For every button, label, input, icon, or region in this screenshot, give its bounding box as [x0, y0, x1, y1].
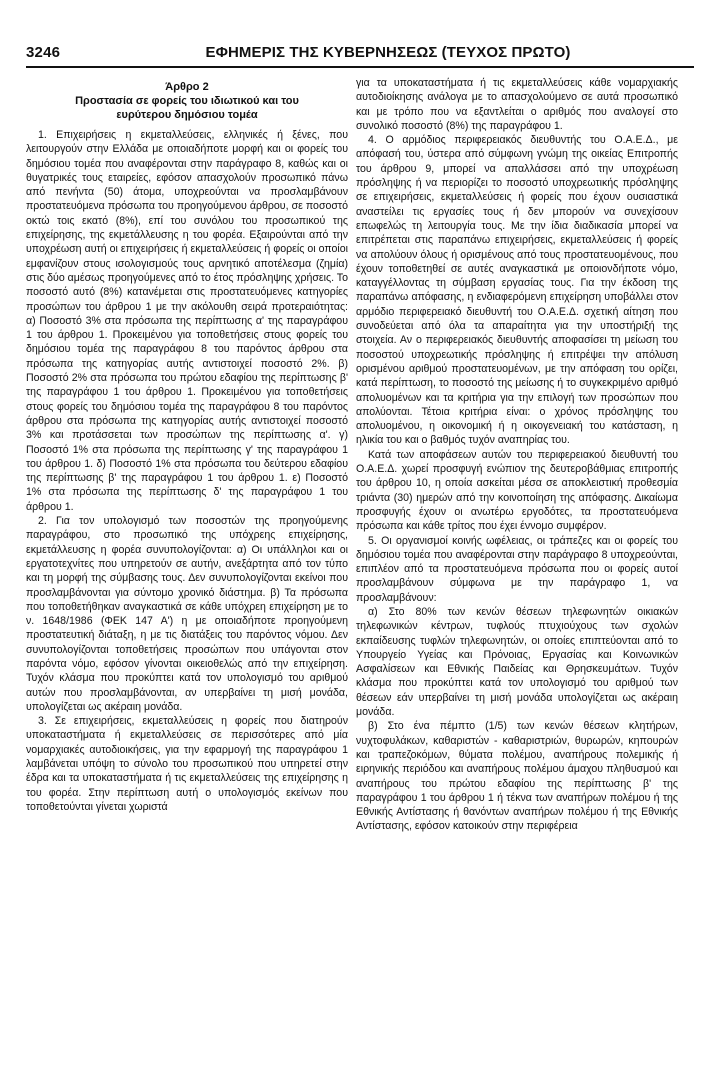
page-number: 3246 [26, 44, 61, 61]
article-heading [26, 80, 348, 122]
article-title-line2: ευρύτερου δημόσιου τομέα [116, 109, 258, 121]
paragraph-3-continued: για τα υποκαταστήματα ή τις εκμεταλλεύσεις κάθε νομαρχιακής αυτοδιοίκησης ανάλογα με το απασχολούμενο σε αυτά προσωπικό και με τρόπο που να εξαντλείται ο αριθμός που αναλογεί στο συνολικό ποσοστό (8%) της παραγράφου 1. [356, 77, 678, 132]
article-title-line1: Προστασία σε φορείς του ιδιωτικού και του [75, 95, 299, 107]
gazette-title: ΕΦΗΜΕΡΙΣ ΤΗΣ ΚΥΒΕΡΝΗΣΕΩΣ (ΤΕΥΧΟΣ ΠΡΩΤΟ) [205, 44, 571, 61]
article-number: Άρθρο 2 [165, 81, 209, 93]
paragraph-5b: β) Στο ένα πέμπτο (1/5) των κενών θέσεων κλητήρων, νυχτοφυλάκων, καθαριστών - καθαριστριών, θυρωρών, κηπουρών και τραπεζοκόμων, θύματα πολέμου, αναπήρους πολεμικής ή ειρηνικής περιόδου και αναπήρους πολέμου άμαχου πληθυσμού και αναπήρους του πρώτου εδαφίου της περίπτωσης β' της παραγράφου 1 του άρθρου 1 ή τέκνα των αναπήρων πολέμου ή της Εθνικής Αντίστασης ή θανόντων αναπήρων πολέμου ή της Εθνικής Αντίστασης, εφόσον κατοικούν στην περιφέρεια [356, 720, 678, 833]
paragraph-1: 1. Επιχειρήσεις η εκμεταλλεύσεις, ελληνικές ή ξένες, που λειτουργούν στην Ελλάδα με οποιαδήποτε μορφή και οι φορείς του δημόσιου τομέα που αναφέρονται στην παράγραφο 8, καθώς και οι θυγατρικές τους εταιρείες, εφόσον απασχολούν προσωπικό πάνω από πενήντα (50) άτομα, υποχρεούνται να προσλαμβάνουν προστατευόμενα πρόσωπα του προηγούμενου άρθρου, σε ποσοστό οκτώ τοις εκατό (8%), επί του συνόλου του προσωπικού της επιχείρησης, της εκμετάλλευσης η του φορέα. Εξαιρούνται από την υποχρέωση αυτή οι επιχειρήσεις ή εκμεταλλεύσεις ή φορείς οι οποίοι εμφανίζουν στους ισολογισμούς τους αρνητικό αποτέλεσμα (ζημία) στις δύο αμέσως προηγούμενες από το έτος πρόσληψης χρήσεις. Το ποσοστό αυτό (8%) κατανέμεται στις προστατευόμενες κατηγορίες προσώπων του άρθρου 1 με την ακόλουθη σειρά προτεραιότητας: α) Ποσοστό 3% στα πρόσωπα της περίπτωσης α' της παραγράφου 1 του άρθρου 1. Προκειμένου για τοποθετήσεις στους φορείς του δημόσιου τομέα της παραγράφου 8 του παρόντος άρθρου στα πρόσωπα της κατηγορίας αυτής αντιστοιχεί ποσοστό 2%. β) Ποσοστό 2% στα πρόσωπα του πρώτου εδαφίου της περίπτωσης β' της παραγράφου 1 του άρθρου 1. Προκειμένου για τοποθετήσεις στους φορείς του δημόσιου τομέα της παραγράφου 8 του παρόντος άρθρου στα πρόσωπα της κατηγορίας αυτής αντιστοιχεί ποσοστό 3% και προτάσσεται των προσώπων της περίπτωσης α'. γ) Ποσοστό 1% στα πρόσωπα της περίπτωσης γ' της παραγράφου 1 του άρθρου 1. δ) Ποσοστό 1% στα πρόσωπα του δεύτερου εδαφίου της περίπτωσης β' της παραγράφου 1 του άρθρου 1. ε) Ποσοστό 1% στα πρόσωπα της περίπτωσης δ' της παραγράφου 1 του άρθρου 1. [26, 129, 348, 513]
paragraph-3: 3. Σε επιχειρήσεις, εκμεταλλεύσεις η φορείς που διατηρούν υποκαταστήματα ή εκμεταλλεύσεις σε περισσότερες από μία νομαρχιακές αυτοδιοικήσεις, για την εφαρμογή της παραγράφου 1 λαμβάνεται υπόψη το σύνολο του προσωπικού που υπηρετεί στην έδρα και τα υποκαταστήματα ή τις εκμεταλλεύσεις της επιχείρησης η του φορέα. Στην περίπτωση αυτή ο υπολογισμός εκείνων που τοποθετούνται γίνεται χωριστά [26, 715, 348, 813]
paragraph-5: 5. Οι οργανισμοί κοινής ωφέλειας, οι τράπεζες και οι φορείς του δημόσιου τομέα που αναφέρονται στην παράγραφο 8 υποχρεούνται, επιπλέον από τα προστατευόμενα πρόσωπα που οι φορείς αυτοί προσλαμβάνουν σύμφωνα με την παράγραφο 1, να προσλαμβάνουν: [356, 534, 678, 604]
paragraph-4-appeal: Κατά των αποφάσεων αυτών του περιφερειακού διευθυντή του Ο.Α.Ε.Δ. χωρεί προσφυγή ενώπιον της δευτεροβάθμιας επιτροπής του άρθρου 10, η οποία ασκείται μέσα σε αποκλειστική προθεσμία τριάντα (30) ημερών από την κοινοποίηση της απόφασης. Δικαίωμα προσφυγής έχουν οι ανωτέρω εργοδότες, τα προστατευόμενα πρόσωπα και κάθε τρίτος που έχει έννομο συμφέρον. [356, 448, 678, 533]
right-column [356, 76, 678, 1066]
gazette-header [26, 44, 694, 66]
paragraph-5a: α) Στο 80% των κενών θέσεων τηλεφωνητών οικιακών τηλεφωνικών κέντρων, τυφλούς πτυχιούχους των σχολών εκπαίδευσης τυφλών τηλεφωνητών, οι οποίες επιπτεύονται από το Υπουργείο Υγείας και Πρόνοιας, Εργασίας και Κοινωνικών Ασφαλίσεων και Εθνικής Παιδείας και Θρησκευμάτων. Τυχόν κλάσμα που προκύπτει κατά τον υπολογισμό του αριθμού των θέσεων εάν υπερβαίνει τη μισή μονάδα υπολογίζεται ως ακέραιη μονάδα. [356, 605, 678, 719]
header-rule [26, 66, 694, 68]
left-column [26, 76, 348, 1066]
paragraph-2: 2. Για τον υπολογισμό των ποσοστών της προηγούμενης παραγράφου, στο προσωπικό της υπόχρεης επιχείρησης, εκμετάλλευσης η φορέα συνυπολογίζονται: α) Οι υπάλληλοι και οι εργατοτεχνίτες που υπηρετούν σε αυτήν, ανεξάρτητα από τον τύπο και τη μορφή της σύμβασης τους. Δεν συνυπολογίζονται εκείνοι που προσλαμβάνονται για σύντομο χρονικό διάστημα. β) Τα πρόσωπα που τοποθετήθηκαν αναγκαστικά σε κάθε υπόχρεη επιχείρηση με το ν. 1648/1986 (ΦΕΚ 147 Α') η με οποιαδήποτε προηγούμενη προστατευτική διάταξη, η με τις διατάξεις του παρόντος νόμου. Δεν συνυπολογίζονται τοποθετήσεις προσώπων που υπάγονται στον παρόντα νόμο, εφόσον γίνονται οικειοθελώς από την επιχείρηση. Τυχόν κλάσμα που προκύπτει κατά τον υπολογισμό του αριθμού αυτών που προσλαμβάνονται, αν υπερβαίνει τη μισή μονάδα, υπολογίζεται ως ακέραιη μονάδα. [26, 515, 348, 713]
paragraph-4: 4. Ο αρμόδιος περιφερειακός διευθυντής του Ο.Α.Ε.Δ., με απόφασή του, ύστερα από σύμφωνη γνώμη της οικείας Επιτροπής του άρθρου 9, μπορεί να απαλλάσσει από την υποχρέωση πρόσληψης ή να περιορίζει το ποσοστό υποχρεωτικής πρόσληψης σε επιχειρήσεις, εκμεταλλεύσεις ή φορείς που έχουν ουσιαστικά αναστείλει τις εργασίες τους ή δεν μπορούν να συνεχίσουν επωφελώς τη λειτουργία τους. Με την ίδια διαδικασία μπορεί να επιτρέπεται στις παραπάνω επιχειρήσεις, εκμεταλλεύσεις ή φορείς να απολύουν όλους ή ορισμένους από τους προστατευομένους, που έχουν τοποθετηθεί σε αυτές αναγκαστικά με οποιονδήποτε νόμο, καταγγέλλοντας τη σύμβαση εργασίας τους. Για την έκδοση της παραπάνω απόφασης, η ενδιαφερόμενη επιχείρηση υποβάλλει στον αρμόδιο περιφερειακό διευθυντή του Ο.Α.Ε.Δ. σχετική αίτηση που συνοδεύεται από όλα τα απαραίτητα για την υποστήριξή της στοιχεία. Αν ο περιφερειακός διευθυντής αποφασίσει τη μείωση του ποσοστού υποχρεωτικής πρόσληψης ή επιτρέψει την απόλυση ορισμένου αριθμού προστατευομένων, με την απόφαση του ορίζει, κατά περίπτωση, το ποσοστό της μείωσης ή το συγκεκριμένο αριθμό απολυομένων και τα κριτήρια για την επιλογή των προσώπων που απολύονται. Τέτοια κριτήρια είναι: ο χρόνος πρόσληψης του απολυομένου, η οικονομική ή η οικογενειακή του κατάσταση, η ηλικία του και ο βαθμός τυχόν αναπηρίας του. [356, 134, 678, 447]
